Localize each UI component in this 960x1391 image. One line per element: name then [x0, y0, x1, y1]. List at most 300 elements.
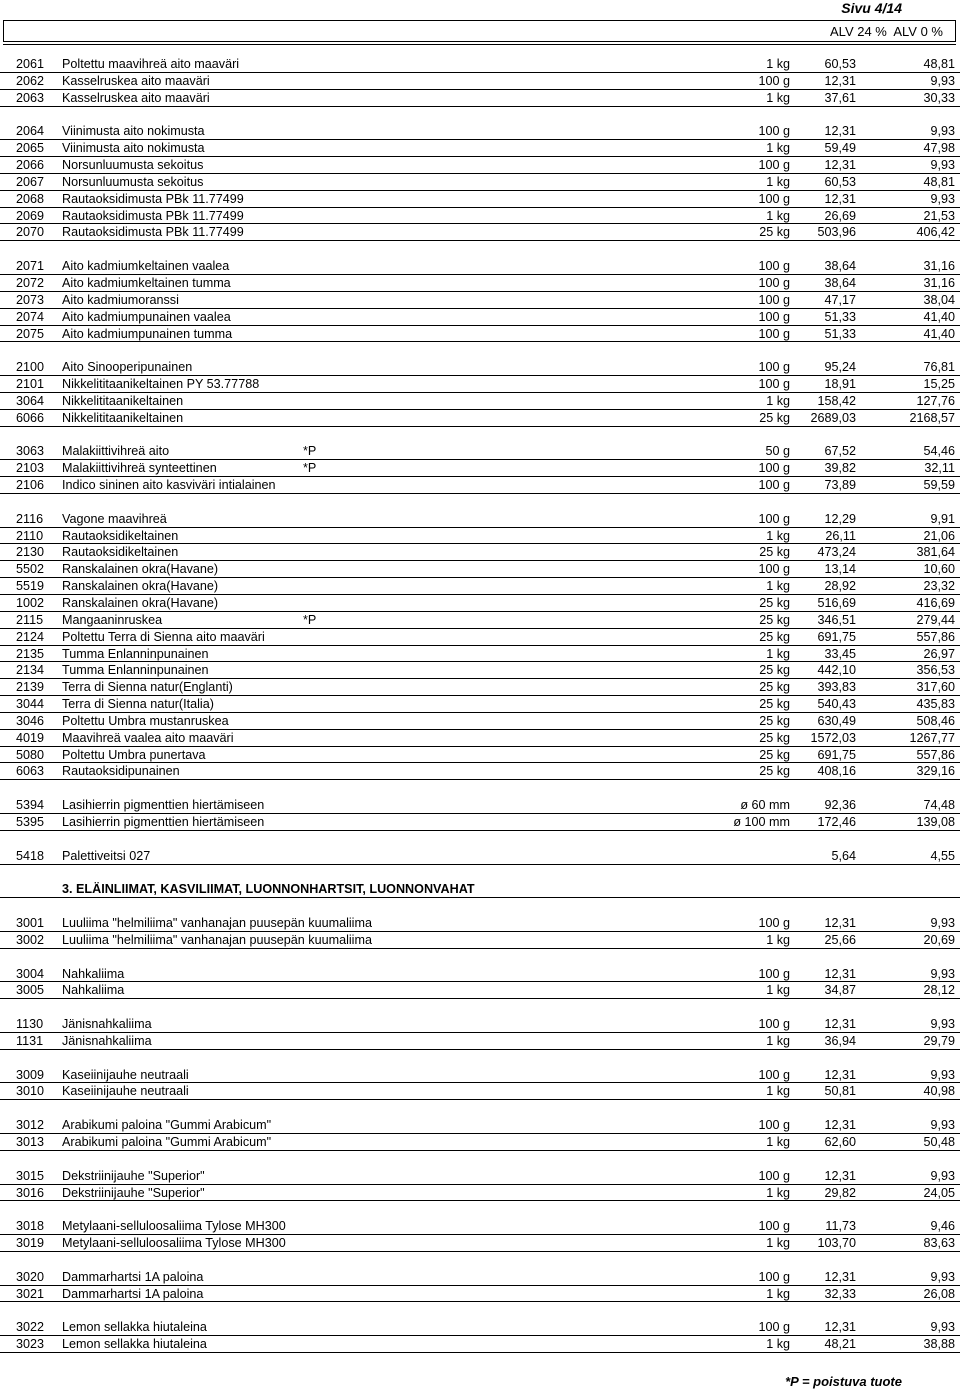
product-code: 2074 — [16, 309, 45, 324]
product-code: 3023 — [16, 1337, 45, 1352]
price-vat24: 12,31 — [824, 1017, 856, 1032]
package-size: 100 g — [758, 562, 790, 577]
table-row — [0, 696, 960, 713]
package-size: 1 kg — [766, 1185, 790, 1200]
price-vat0: 406,42 — [916, 225, 955, 240]
product-name: Luuliima "helmiliima" vanhanajan puusepän kuumaliima — [62, 932, 372, 947]
package-size: 25 kg — [759, 730, 790, 745]
row-spacer — [0, 342, 960, 359]
product-name: Norsunluumusta sekoitus — [62, 158, 204, 173]
price-vat24: 393,83 — [817, 680, 856, 695]
product-name: Aito kadmiumkeltainen vaalea — [62, 259, 230, 274]
price-vat24: 158,42 — [817, 393, 856, 408]
table-row — [0, 393, 960, 410]
product-name: Norsunluumusta sekoitus — [62, 174, 204, 189]
price-vat0: 1267,77 — [909, 730, 955, 745]
table-row — [0, 460, 960, 477]
product-code: 5394 — [16, 798, 45, 813]
product-name: Aito kadmiumpunainen vaalea — [62, 309, 231, 324]
product-code: 2135 — [16, 646, 45, 661]
table-row — [0, 511, 960, 528]
product-name: Dammarhartsi 1A paloina — [62, 1286, 204, 1301]
product-name: Metylaani-selluloosaliima Tylose MH300 — [62, 1219, 286, 1234]
product-code: 2134 — [16, 663, 45, 678]
price-vat24: 12,31 — [824, 124, 856, 139]
package-size: 100 g — [758, 309, 790, 324]
product-code: 2062 — [16, 73, 45, 88]
row-spacer — [0, 1100, 960, 1117]
price-vat24: 630,49 — [817, 713, 856, 728]
package-size: ø 60 mm — [740, 798, 790, 813]
price-vat24: 540,43 — [817, 697, 856, 712]
product-code: 3021 — [16, 1286, 45, 1301]
product-code: 5395 — [16, 814, 45, 829]
product-name: Jänisnahkaliima — [62, 1033, 152, 1048]
table-row — [0, 797, 960, 814]
table-row — [0, 191, 960, 208]
price-vat0: 50,48 — [923, 1135, 955, 1149]
package-size: 100 g — [758, 360, 790, 375]
table-row — [0, 1336, 960, 1353]
product-code: 2065 — [16, 141, 45, 156]
package-size: 100 g — [758, 1168, 790, 1183]
product-name: Aito kadmiumpunainen tumma — [62, 326, 233, 341]
package-size: 1 kg — [766, 1084, 790, 1099]
table-row — [0, 730, 960, 747]
discontinued-mark: *P — [303, 444, 317, 459]
product-code: 2106 — [16, 478, 45, 493]
package-size: 100 g — [758, 275, 790, 290]
price-vat0: 9,91 — [930, 511, 955, 526]
product-code: 5418 — [16, 848, 45, 863]
table-row — [0, 1235, 960, 1252]
package-size: 100 g — [758, 1118, 790, 1133]
table-row — [0, 258, 960, 275]
price-vat0: 23,32 — [923, 579, 955, 594]
price-vat0: 31,16 — [923, 275, 955, 290]
discontinued-mark: *P — [303, 461, 317, 476]
table-row — [0, 1117, 960, 1134]
product-code: 3016 — [16, 1185, 45, 1200]
table-row — [0, 56, 960, 73]
price-vat24: 60,53 — [824, 57, 856, 71]
price-vat24: 60,53 — [824, 174, 856, 189]
product-name: Nikkelititaanikeltainen — [62, 393, 184, 408]
package-size: 25 kg — [759, 663, 790, 678]
product-code: 2100 — [16, 360, 45, 375]
product-code: 3012 — [16, 1118, 45, 1133]
product-name: Rautaoksidimusta PBk 11.77499 — [62, 191, 244, 206]
package-size: 1 kg — [766, 90, 790, 105]
package-size: 1 kg — [766, 208, 790, 223]
price-vat0: 9,93 — [930, 1269, 955, 1284]
package-size: 1 kg — [766, 141, 790, 156]
product-name: Poltettu Umbra punertava — [62, 747, 206, 762]
price-vat0: 9,93 — [930, 158, 955, 173]
price-vat0: 21,53 — [923, 208, 955, 223]
package-size: 25 kg — [759, 713, 790, 728]
package-size: 1 kg — [766, 528, 790, 543]
price-vat0: 30,33 — [923, 90, 955, 105]
product-name: Poltettu Umbra mustanruskea — [62, 713, 229, 728]
row-spacer — [0, 427, 960, 444]
price-vat0: 59,59 — [923, 478, 955, 493]
price-vat24: 172,46 — [817, 814, 856, 829]
product-code: 3004 — [16, 966, 45, 981]
price-vat0: 127,76 — [916, 393, 955, 408]
price-vat24: 62,60 — [824, 1135, 856, 1149]
package-size: 1 kg — [766, 1033, 790, 1048]
price-vat0: 26,97 — [923, 646, 955, 661]
row-spacer — [0, 241, 960, 258]
price-vat24: 39,82 — [824, 461, 856, 476]
section-heading — [0, 881, 960, 898]
package-size: 100 g — [758, 461, 790, 476]
package-size: 100 g — [758, 1219, 790, 1234]
product-name: Ranskalainen okra(Havane) — [62, 562, 219, 577]
package-size: 50 g — [765, 444, 790, 459]
table-row — [0, 713, 960, 730]
product-name: Aito kadmiumkeltainen tumma — [62, 275, 231, 290]
package-size: 1 kg — [766, 174, 790, 189]
row-spacer — [0, 898, 960, 915]
price-vat24: 67,52 — [824, 444, 856, 459]
price-vat24: 50,81 — [824, 1084, 856, 1099]
row-spacer — [0, 999, 960, 1016]
product-name: Viinimusta aito nokimusta — [62, 124, 205, 139]
price-vat24: 11,73 — [825, 1219, 856, 1234]
product-code: 2066 — [16, 158, 45, 173]
product-name: Rautaoksidimusta PBk 11.77499 — [62, 208, 244, 223]
table-row — [0, 1286, 960, 1303]
price-vat0: 279,44 — [916, 612, 955, 627]
price-vat0: 9,93 — [930, 1320, 955, 1335]
package-size: 1 kg — [766, 579, 790, 594]
package-size: 25 kg — [759, 225, 790, 240]
table-row — [0, 528, 960, 545]
row-spacer — [0, 107, 960, 124]
price-vat24: 28,92 — [824, 579, 856, 594]
price-vat24: 51,33 — [824, 326, 856, 341]
product-code: 4019 — [16, 730, 45, 745]
price-vat24: 95,24 — [824, 360, 856, 375]
price-vat24: 691,75 — [817, 629, 856, 644]
package-size: 1 kg — [766, 57, 790, 71]
table-row — [0, 932, 960, 949]
price-vat0: 9,93 — [930, 1017, 955, 1032]
product-name: Dammarhartsi 1A paloina — [62, 1269, 204, 1284]
price-vat0: 38,88 — [923, 1337, 955, 1352]
price-vat0: 48,81 — [923, 174, 955, 189]
package-size: 25 kg — [759, 680, 790, 695]
table-row — [0, 1016, 960, 1033]
price-vat0: 38,04 — [923, 292, 955, 307]
row-spacer — [0, 831, 960, 848]
package-size: 100 g — [758, 326, 790, 341]
product-name: Nahkaliima — [62, 966, 125, 981]
product-name: Lasihierrin pigmenttien hiertämiseen — [62, 814, 265, 829]
price-vat0: 435,83 — [916, 697, 955, 712]
product-name: Terra di Sienna natur(Italia) — [62, 697, 214, 712]
price-vat0: 29,79 — [923, 1033, 955, 1048]
table-row — [0, 679, 960, 696]
product-code: 3005 — [16, 983, 45, 998]
price-vat0: 41,40 — [923, 309, 955, 324]
price-vat24: 12,31 — [824, 73, 856, 88]
price-vat24: 473,24 — [817, 545, 856, 560]
product-code: 3019 — [16, 1236, 45, 1251]
price-vat0: 9,46 — [930, 1219, 955, 1234]
product-name: Luuliima "helmiliima" vanhanajan puusepän kuumaliima — [62, 916, 372, 931]
row-spacer — [0, 1252, 960, 1269]
table-row — [0, 90, 960, 107]
table-row — [0, 982, 960, 999]
product-code: 3009 — [16, 1067, 45, 1082]
table-row — [0, 578, 960, 595]
product-code: 2069 — [16, 208, 45, 223]
row-spacer — [0, 1050, 960, 1067]
product-name: Metylaani-selluloosaliima Tylose MH300 — [62, 1236, 286, 1251]
product-code: 2073 — [16, 292, 45, 307]
product-name: Kasselruskea aito maaväri — [62, 90, 210, 105]
price-vat0: 76,81 — [923, 360, 955, 375]
table-row — [0, 1168, 960, 1185]
package-size: 1 kg — [766, 1337, 790, 1352]
product-name: Malakiittivihreä aito — [62, 444, 170, 459]
table-row — [0, 1319, 960, 1336]
package-size: 25 kg — [759, 612, 790, 627]
price-vat0: 557,86 — [916, 629, 955, 644]
table-row — [0, 140, 960, 157]
price-vat0: 20,69 — [923, 932, 955, 947]
table-row — [0, 1083, 960, 1100]
price-vat0: 41,40 — [923, 326, 955, 341]
package-size: 25 kg — [759, 629, 790, 644]
package-size: 100 g — [758, 1017, 790, 1032]
price-vat0: 4,55 — [930, 848, 955, 863]
price-vat0: 32,11 — [924, 461, 955, 476]
product-name: Viinimusta aito nokimusta — [62, 141, 205, 156]
package-size: 100 g — [758, 124, 790, 139]
price-vat0: 48,81 — [923, 57, 955, 71]
product-name: Lemon sellakka hiutaleina — [62, 1337, 207, 1352]
table-row — [0, 477, 960, 494]
product-code: 3044 — [16, 697, 45, 712]
product-name: Rautaoksidimusta PBk 11.77499 — [62, 225, 244, 240]
product-name: Nikkelititaanikeltainen PY 53.77788 — [62, 377, 260, 392]
table-row — [0, 747, 960, 764]
table-row — [0, 915, 960, 932]
price-vat0: 356,53 — [916, 663, 955, 678]
price-vat24: 34,87 — [824, 983, 856, 998]
product-code: 3046 — [16, 713, 45, 728]
table-row — [0, 275, 960, 292]
price-vat24: 47,17 — [824, 292, 856, 307]
price-vat0: 74,48 — [923, 798, 955, 813]
product-name: Vagone maavihreä — [62, 511, 167, 526]
table-row — [0, 224, 960, 241]
price-vat24: 36,94 — [824, 1033, 856, 1048]
price-vat24: 12,31 — [824, 1269, 856, 1284]
product-code: 3063 — [16, 444, 45, 459]
package-size: 100 g — [758, 191, 790, 206]
product-code: 2063 — [16, 90, 45, 105]
product-code: 2124 — [16, 629, 45, 644]
product-name: Terra di Sienna natur(Englanti) — [62, 680, 233, 695]
price-vat0: 9,93 — [930, 191, 955, 206]
price-vat0: 10,60 — [923, 562, 955, 577]
price-vat0: 40,98 — [923, 1084, 955, 1099]
price-vat24: 26,69 — [824, 208, 856, 223]
product-code: 2103 — [16, 461, 45, 476]
price-vat0: 9,93 — [930, 1118, 955, 1133]
table-row — [0, 544, 960, 561]
table-row — [0, 157, 960, 174]
price-vat24: 29,82 — [824, 1185, 856, 1200]
price-vat0: 381,64 — [916, 545, 955, 560]
package-size: 25 kg — [759, 764, 790, 779]
price-vat24: 37,61 — [824, 90, 856, 105]
table-row — [0, 208, 960, 225]
price-vat0: 329,16 — [916, 764, 955, 779]
price-vat0: 47,98 — [923, 141, 955, 156]
price-vat0: 15,25 — [923, 377, 955, 392]
table-row — [0, 376, 960, 393]
product-code: 2130 — [16, 545, 45, 560]
product-name: Jänisnahkaliima — [62, 1017, 152, 1032]
price-vat24: 92,36 — [824, 798, 856, 813]
price-vat24: 48,21 — [824, 1337, 856, 1352]
product-name: Aito kadmiumoranssi — [62, 292, 179, 307]
table-row — [0, 1218, 960, 1235]
product-code: 2064 — [16, 124, 45, 139]
product-name: Indico sininen aito kasviväri intialainen — [62, 478, 276, 493]
product-name: Poltettu maavihreä aito maaväri — [62, 57, 240, 71]
package-size: 1 kg — [766, 393, 790, 408]
product-code: 2110 — [16, 528, 44, 543]
price-vat24: 503,96 — [817, 225, 856, 240]
product-name: Kaseiinijauhe neutraali — [62, 1084, 189, 1099]
price-vat24: 32,33 — [824, 1286, 856, 1301]
product-code: 2101 — [16, 377, 45, 392]
product-code: 3020 — [16, 1269, 45, 1284]
table-row — [0, 292, 960, 309]
product-name: Dekstriinijauhe "Superior" — [62, 1168, 205, 1183]
product-name: Kaseiinijauhe neutraali — [62, 1067, 189, 1082]
price-vat24: 5,64 — [831, 848, 856, 863]
product-code: 6063 — [16, 764, 45, 779]
product-name: Ranskalainen okra(Havane) — [62, 579, 219, 594]
product-name: Rautaoksidikeltainen — [62, 545, 179, 560]
price-vat0: 9,93 — [930, 1067, 955, 1082]
table-row — [0, 966, 960, 983]
product-code: 5080 — [16, 747, 45, 762]
price-vat0: 9,93 — [930, 124, 955, 139]
product-code: 1130 — [16, 1017, 44, 1032]
price-vat24: 12,31 — [824, 191, 856, 206]
price-vat24: 26,11 — [825, 528, 856, 543]
price-vat24: 33,45 — [824, 646, 856, 661]
product-code: 1002 — [16, 596, 45, 610]
product-name: Kasselruskea aito maaväri — [62, 73, 210, 88]
table-row — [0, 1134, 960, 1151]
product-code: 5519 — [16, 579, 45, 594]
product-code: 5502 — [16, 562, 45, 577]
price-vat0: 508,46 — [916, 713, 955, 728]
table-row — [0, 1067, 960, 1084]
package-size: 100 g — [758, 478, 790, 493]
row-spacer — [0, 1302, 960, 1319]
package-size: 100 g — [758, 73, 790, 88]
product-name: Tumma Enlanninpunainen — [62, 663, 209, 678]
product-code: 2070 — [16, 225, 45, 240]
price-vat24: 103,70 — [817, 1236, 856, 1251]
product-code: 3010 — [16, 1084, 45, 1099]
price-vat24: 442,10 — [817, 663, 856, 678]
product-name: Mangaaninruskea — [62, 612, 163, 627]
package-size: 100 g — [758, 1067, 790, 1082]
table-row — [0, 848, 960, 865]
table-row — [0, 595, 960, 612]
price-vat24: 38,64 — [824, 275, 856, 290]
product-code: 2061 — [16, 57, 45, 71]
price-vat24: 516,69 — [817, 596, 856, 610]
row-spacer — [0, 494, 960, 511]
price-vat24: 12,31 — [824, 158, 856, 173]
row-spacer — [0, 949, 960, 966]
package-size: 100 g — [758, 377, 790, 392]
price-vat24: 51,33 — [824, 309, 856, 324]
package-size: 100 g — [758, 916, 790, 931]
product-name: Rautaoksidipunainen — [62, 764, 180, 779]
product-code: 2071 — [16, 259, 45, 274]
package-size: 100 g — [758, 511, 790, 526]
product-code: 1131 — [16, 1033, 44, 1048]
product-code: 2072 — [16, 275, 45, 290]
price-vat0: 9,93 — [930, 73, 955, 88]
package-size: 25 kg — [759, 410, 790, 425]
product-code: 2139 — [16, 680, 45, 695]
product-code: 2067 — [16, 174, 45, 189]
product-code: 6066 — [16, 410, 45, 425]
table-row — [0, 443, 960, 460]
product-name: Arabikumi paloina "Gummi Arabicum" — [62, 1135, 272, 1149]
table-row — [0, 646, 960, 663]
product-code: 3018 — [16, 1219, 45, 1234]
package-size: 100 g — [758, 158, 790, 173]
product-name: Rautaoksidikeltainen — [62, 528, 179, 543]
footer-note: *P = poistuva tuote — [785, 1374, 902, 1389]
product-name: Ranskalainen okra(Havane) — [62, 596, 219, 610]
product-code: 3001 — [16, 916, 45, 931]
price-list — [0, 56, 960, 1353]
price-vat24: 1572,03 — [810, 730, 856, 745]
row-spacer — [0, 1201, 960, 1218]
table-row — [0, 814, 960, 831]
product-code: 3015 — [16, 1168, 45, 1183]
price-vat24: 12,31 — [824, 1118, 856, 1133]
price-vat0: 139,08 — [916, 814, 955, 829]
price-vat24: 12,31 — [824, 1320, 856, 1335]
price-vat0: 31,16 — [923, 259, 955, 274]
price-vat24: 12,31 — [824, 966, 856, 981]
product-name: Maavihreä vaalea aito maaväri — [62, 730, 234, 745]
table-row — [0, 73, 960, 90]
product-name: Nahkaliima — [62, 983, 125, 998]
product-code: 3022 — [16, 1320, 45, 1335]
table-row — [0, 561, 960, 578]
price-vat24: 2689,03 — [810, 410, 856, 425]
